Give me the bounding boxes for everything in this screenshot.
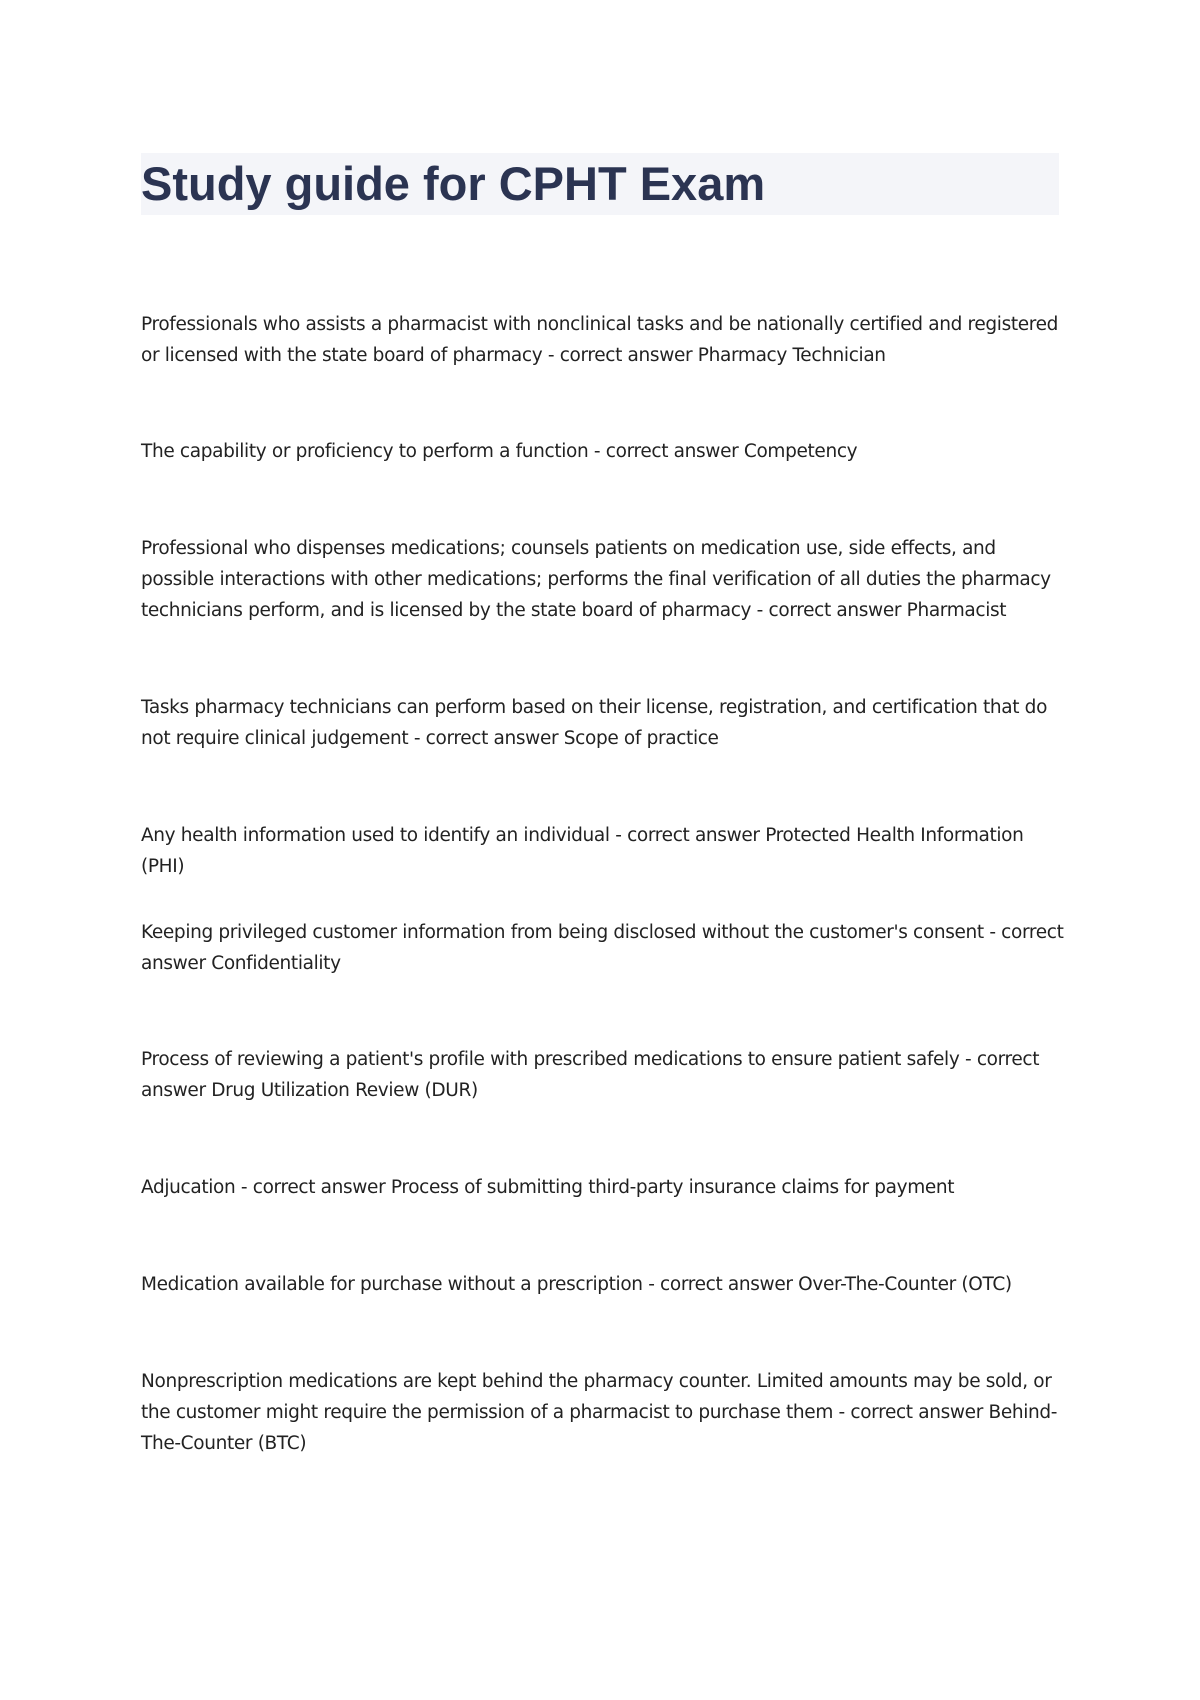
flashcard-item: Professionals who assists a pharmacist with nonclinical tasks and be nationally certified and registered or licensed with the state board of pharmacy - correct answer Pharmacy Technician — [141, 314, 1059, 366]
flashcard-item: Process of reviewing a patient's profile with prescribed medications to ensure patient safely - correct answer Drug Utilization Review (DUR) — [141, 1049, 1040, 1101]
flashcard-item: Adjucation - correct answer Process of submitting third-party insurance claims for payment — [141, 1177, 955, 1198]
flashcard-item: Professional who dispenses medications; counsels patients on medication use, side effects, and possible interactions with other medications; performs the final verification of all duties the pharmacy technicians perform, and is licensed by the state board of pharmacy - correct answer Pharmacist — [141, 538, 1051, 621]
flashcard-item: Medication available for purchase without a prescription - correct answer Over-The-Counter (OTC) — [141, 1274, 1012, 1295]
flashcard-item: Tasks pharmacy technicians can perform based on their license, registration, and certification that do not require clinical judgement - correct answer Scope of practice — [141, 697, 1048, 749]
flashcard-item: Nonprescription medications are kept behind the pharmacy counter. Limited amounts may be sold, or the customer might require the permission of a pharmacist to purchase them - correct answer Behind-The-Counter (BTC) — [141, 1371, 1058, 1454]
flashcard-item: The capability or proficiency to perform a function - correct answer Competency — [141, 441, 858, 462]
page-title: Study guide for CPHT Exam — [141, 157, 766, 210]
flashcard-item: Keeping privileged customer information from being disclosed without the customer's consent - correct answer Confidentiality — [141, 922, 1064, 974]
flashcard-item: Any health information used to identify an individual - correct answer Protected Health Information (PHI) — [141, 825, 1024, 877]
